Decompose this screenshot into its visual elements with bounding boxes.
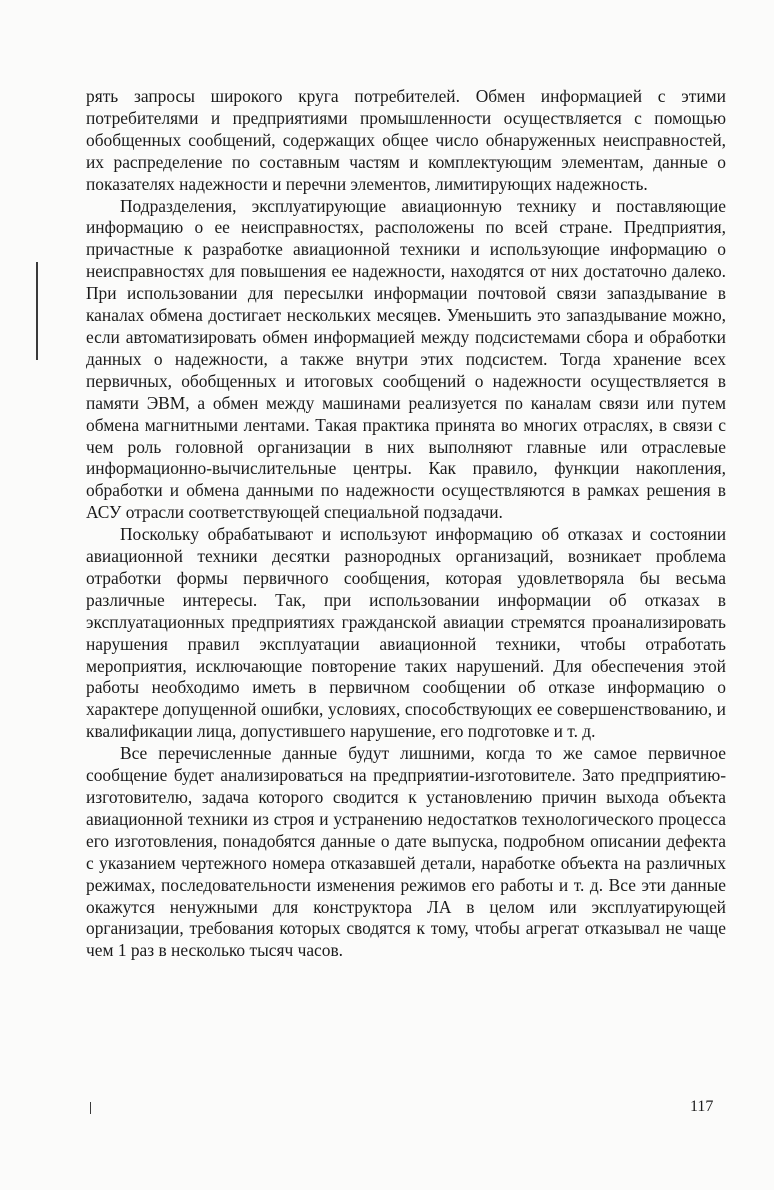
paragraph-1: рять запросы широкого круга потребителей. Обмен информацией с этими потребителями и предприятиями промышленности осуществляется с помощью обобщенных сообщений, содержащих общее число обнаруженных неисправностей, их распределение по составным частям и комплектующим элементам, данные о показателях надежности и перечни элементов, лимитирующих надежность. (86, 86, 726, 194)
margin-line-mark (36, 262, 38, 360)
margin-tick-mark (90, 1102, 91, 1114)
paragraph-3: Поскольку обрабатывают и используют информацию об отказах и состоянии авиационной техники десятки разнородных организаций, возникает проблема отработки формы первичного сообщения, которая удовлетворяла бы весьма различные интересы. Так, при использовании информации об отказах в эксплуатационных предприятиях гражданской авиации стремятся проанализировать нарушения правил эксплуатации авиационной техники, чтобы отработать мероприятия, исключающие повторение таких нарушений. Для обеспечения этой работы необходимо иметь в первичном сообщении об отказе информацию о характере допущенной ошибки, условиях, способствующих ее совершенствованию, и квалификации лица, допустившего нарушение, его подготовке и т. д. (86, 524, 726, 742)
document-body (86, 86, 726, 962)
page-number: 117 (690, 1098, 714, 1115)
paragraph-4: Все перечисленные данные будут лишними, когда то же самое первичное сообщение будет анализироваться на предприятии-изготовителе. Зато предприятию-изготовителю, задача которого сводится к установлению причин выхода объекта авиационной техники из строя и устранению недостатков технологического процесса его изготовления, понадобятся данные о дате выпуска, подробном описании дефекта с указанием чертежного номера отказавшей детали, наработке объекта на различных режимах, последовательности изменения режимов его работы и т. д. Все эти данные окажутся ненужными для конструктора ЛА в целом или эксплуатирующей организации, требования которых сводятся к тому, чтобы агрегат отказывал не чаще чем 1 раз в несколько тысяч часов. (86, 743, 726, 961)
paragraph-2: Подразделения, эксплуатирующие авиационную технику и поставляющие информацию о ее неисправностях, расположены по всей стране. Предприятия, причастные к разработке авиационной техники и использующие информацию о неисправностях для повышения ее надежности, находятся от них достаточно далеко. При использовании для пересылки информации почтовой связи запаздывание в каналах обмена достигает нескольких месяцев. Уменьшить это запаздывание можно, если автоматизировать обмен информацией между подсистемами сбора и обработки данных о надежности, а также внутри этих подсистем. Тогда хранение всех первичных, обобщенных и итоговых сообщений о надежности осуществляется в памяти ЭВМ, а обмен между машинами реализуется по каналам связи или путем обмена магнитными лентами. Такая практика принята во многих отраслях, в связи с чем роль головной организации в них выполняют главные или отраслевые информационно-вычислительные центры. Как правило, функции накопления, обработки и обмена данными по надежности осуществляются в рамках решения в АСУ отрасли соответствующей специальной подзадачи. (86, 195, 726, 523)
